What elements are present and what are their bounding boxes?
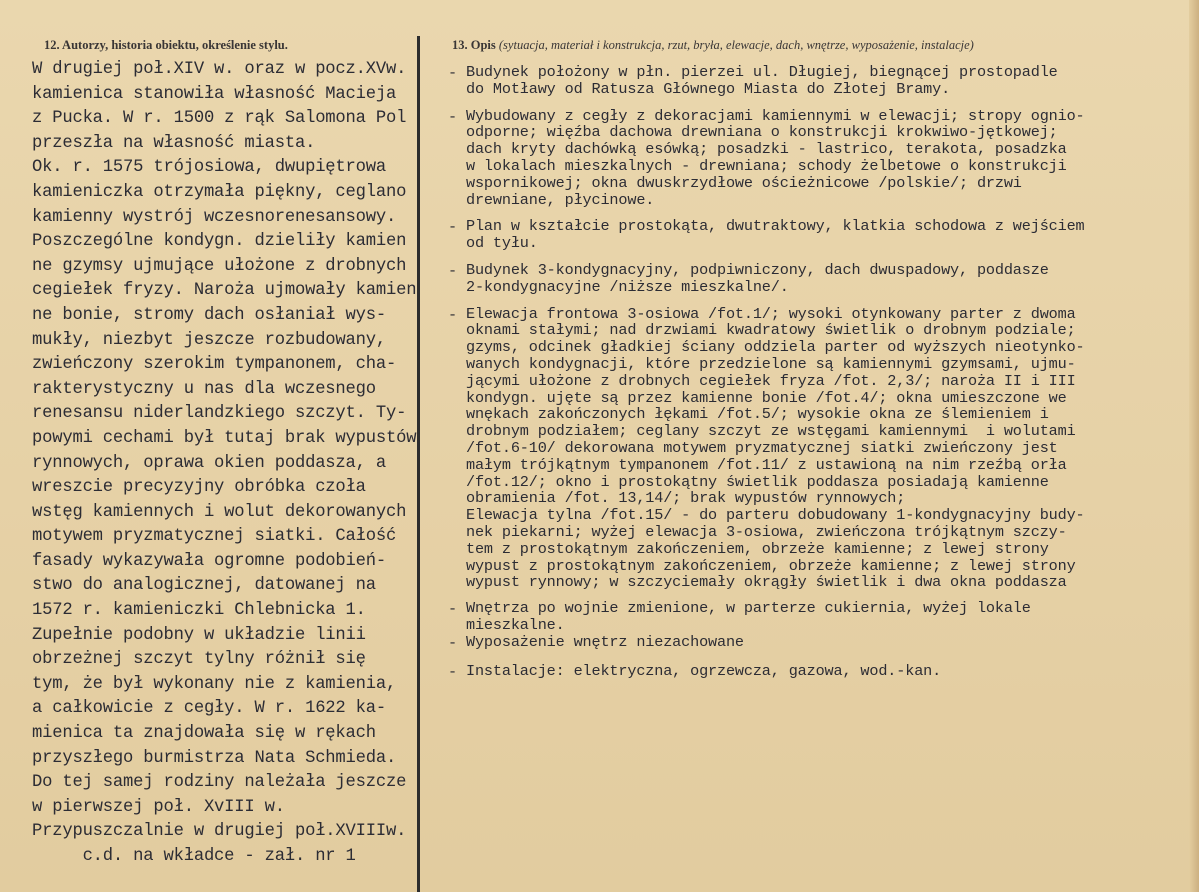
description-line: wspornikowej; okna dwuskrzydłowe ościeżnicowe /polskie/; drzwi: [466, 173, 1022, 192]
paper-edge: [1189, 0, 1199, 892]
history-line: mienica ta znajdowała się w rękach: [32, 724, 376, 744]
description-line: odporne; więźba dachowa drewniana o konstrukcji krokwiwo-jętkowej;: [466, 123, 1058, 142]
history-line: wstęg kamiennych i wolut dekorowanych: [32, 502, 407, 522]
section-12-header: 12. Autorzy, historia obiektu, określenie stylu.: [44, 38, 288, 52]
description-line: małym trójkątnym tympanonem /fot.11/ z ustawioną na nim rzeźbą orła: [466, 455, 1067, 474]
item-dash: -: [448, 261, 457, 280]
item-dash: -: [448, 218, 457, 237]
history-line: rynnowych, oprawa okien poddasza, a: [32, 453, 386, 473]
description-item: [448, 64, 1188, 98]
history-line: obrzeżnej szczyt tylny różnił się: [32, 650, 366, 670]
description-line: mieszkalne.: [466, 615, 565, 634]
history-line: Zupełnie podobny w układzie linii: [32, 625, 366, 645]
history-line: w pierwszej poł. XvIII w.: [32, 797, 285, 817]
section-13-header: [452, 38, 974, 53]
description-line: /fot.12/; okno i prostokątny świetlik poddasza posiadają kamienne: [466, 472, 1049, 491]
history-line: kamienica stanowiła własność Macieja: [32, 84, 397, 104]
item-dash: -: [448, 64, 457, 82]
description-line: Budynek 3-kondygnacyjny, podpiwniczony, dach dwuspadowy, poddasze: [466, 260, 1049, 279]
history-line: stwo do analogicznej, datowanej na: [32, 576, 376, 596]
description-line: w lokalach mieszkalnych - drewniana; schody żelbetowe o konstrukcji: [466, 156, 1067, 175]
description-item: [448, 262, 1188, 296]
item-dash: -: [448, 107, 457, 126]
description-item: [448, 634, 1188, 651]
description-line: do Motławy od Ratusza Głównego Miasta do Złotej Bramy.: [466, 79, 951, 98]
history-line: ne gzymsy ujmujące ułożone z drobnych: [32, 256, 407, 276]
description-line: od tyłu.: [466, 234, 538, 253]
column-divider: [417, 36, 420, 892]
history-line: cegiełek fryzy. Naroża ujmowały kamien: [32, 281, 417, 301]
description-line: wnękach zakończonych łękami /fot.5/; wysokie okna ze ślemieniem i: [466, 405, 1049, 424]
item-dash: -: [448, 305, 457, 324]
item-dash: -: [448, 662, 457, 681]
description-line: wanych kondygnacji, które przedzielone są kamiennymi gzymsami, ujmu-: [466, 354, 1076, 373]
description-line: wypust rynnowy; w szczyciemały okrągły świetlik i dwa okna poddasza: [466, 573, 1067, 592]
history-line: Ok. r. 1575 trójosiowa, dwupiętrowa: [32, 158, 386, 178]
description-line: dach kryty dachówką esówką; posadzki - lastrico, terakota, posadzka: [466, 140, 1067, 159]
history-line: powymi cechami był tutaj brak wypustów: [32, 428, 417, 448]
description-item: [448, 663, 1188, 680]
description-line: nek piekarni; wyżej elewacja 3-osiowa, zwieńczona trójkątnym szczy-: [466, 522, 1067, 541]
history-line: Przypuszczalnie w drugiej poł.XVIIIw.: [32, 822, 407, 842]
description-line: /fot.6-10/ dekorowana motywem pryzmatycznej siatki zwieńczony jest: [466, 438, 1058, 457]
description-line: Wybudowany z cegły z dekoracjami kamiennymi w elewacji; stropy ognio-: [466, 106, 1085, 125]
description-line: Plan w kształcie prostokąta, dwutraktowy, klatkia schodowa z wejściem: [466, 217, 1085, 236]
history-line: c.d. na wkładce - zał. nr 1: [32, 847, 356, 866]
description-line: 2-kondygnacyjne /niższe mieszkalne/.: [466, 277, 789, 296]
description-line: Instalacje: elektryczna, ogrzewcza, gazowa, wod.-kan.: [466, 661, 942, 680]
history-line: przeszła na własność miasta.: [32, 133, 316, 153]
history-line: przyszłego burmistrza Nata Schmieda.: [32, 748, 397, 768]
description-line: tem z prostokątnym zakończeniem, obrzeże kamienne; z lewej strony: [466, 539, 1049, 558]
description-line: oknami stałymi; nad drzwiami kwadratowy świetlik o drobnym podziale;: [466, 321, 1076, 340]
history-line: 1572 r. kamieniczki Chlebnicka 1.: [32, 601, 366, 621]
history-line: Poszczególne kondygn. dzieliły kamien: [32, 232, 407, 252]
history-line: kamienny wystrój wczesnorenesansowy.: [32, 207, 397, 227]
description-line: drobnym podziałem; ceglany szczyt ze wstęgami kamiennymi i wolutami: [466, 422, 1076, 441]
history-line: motywem pryzmatycznej siatki. Całość: [32, 527, 397, 547]
history-line: mukły, niezbyt jeszcze rozbudowany,: [32, 330, 386, 350]
item-dash: -: [448, 633, 457, 652]
description-line: Elewacja frontowa 3-osiowa /fot.1/; wysoki otynkowany parter z dwoma: [466, 304, 1076, 323]
description-line: Wyposażenie wnętrz niezachowane: [466, 632, 744, 651]
section-13-header-subtitle: (sytuacja, materiał i konstrukcja, rzut, bryła, elewacje, dach, wnętrze, wyposażenie, instalacje): [495, 38, 974, 52]
description-item: [448, 600, 1188, 634]
description-line: Budynek położony w płn. pierzei ul. Długiej, biegnącej prostopadle: [466, 63, 1058, 81]
description-line: obramienia /fot. 13,14/; brak wypustów rynnowych;: [466, 489, 906, 508]
item-dash: -: [448, 600, 457, 619]
description-line: wypust z prostokątnym zakończeniem, obrzeże kamienne; z lewej strony: [466, 556, 1076, 575]
history-line: W drugiej poł.XIV w. oraz w pocz.XVw.: [32, 60, 407, 79]
history-line: wreszcie precyzyjny obróbka czoła: [32, 478, 366, 498]
description-item: [448, 306, 1188, 592]
description-line: kondygn. ujęte są przez kamienne bonie /fot.4/; okna umieszczone we: [466, 388, 1067, 407]
description-item: [448, 218, 1188, 252]
history-line: zwieńczony szerokim tympanonem, cha-: [32, 355, 397, 375]
history-line: a całkowicie z cegły. W r. 1622 ka-: [32, 699, 386, 719]
history-line: z Pucka. W r. 1500 z rąk Salomona Pol: [32, 109, 407, 129]
history-text: [32, 58, 416, 870]
history-line: tym, że był wykonany nie z kamienia,: [32, 674, 397, 694]
description-item: [448, 108, 1188, 209]
history-line: kamieniczka otrzymała piękny, ceglano: [32, 182, 407, 202]
description-line: Wnętrza po wojnie zmienione, w parterze cukiernia, wyżej lokale: [466, 599, 1031, 618]
history-line: ne bonie, stromy dach osłaniał wys-: [32, 305, 386, 325]
history-line: renesansu niderlandzkiego szczyt. Ty-: [32, 404, 407, 424]
description-list: [448, 64, 1188, 679]
description-line: Elewacja tylna /fot.15/ - do parteru dobudowany 1-kondygnacyjny budy-: [466, 506, 1085, 525]
description-line: drewniane, płycinowe.: [466, 190, 655, 209]
description-line: gzyms, odcinek gładkiej ściany oddziela parter od wyższych nieotynko-: [466, 338, 1085, 357]
description-line: jącymi ułożone z drobnych cegiełek fryza /fot. 2,3/; naroża II i III: [466, 371, 1076, 390]
history-line: rakterystyczny u nas dla wczesnego: [32, 379, 376, 399]
history-line: fasady wykazywała ogromne podobień-: [32, 551, 386, 571]
history-line: Do tej samej rodziny należała jeszcze: [32, 773, 407, 793]
section-13-header-number: 13. Opis: [452, 38, 496, 52]
